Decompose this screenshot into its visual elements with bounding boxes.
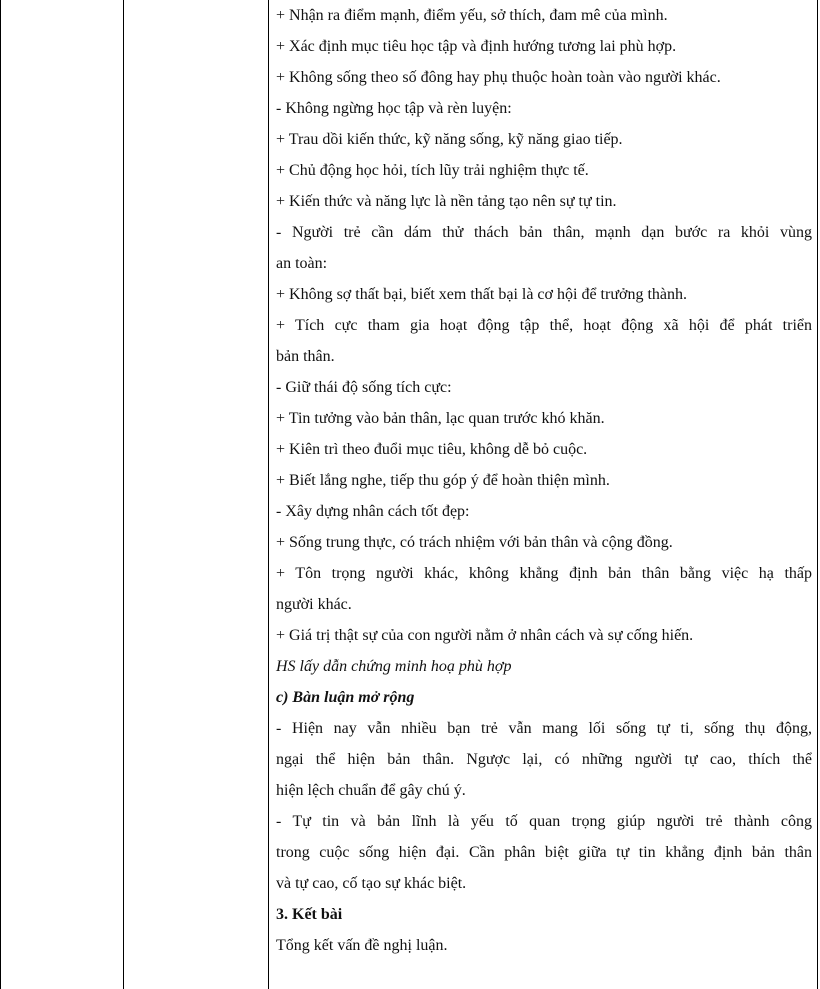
paragraph [276,806,812,899]
content-cell [276,0,812,961]
text-line: + Tôn trọng người khác, không khẳng định bản thân bằng việc hạ thấp [276,565,812,582]
text-line: hiện lệch chuẩn để gây chú ý. [276,782,466,799]
text-line: + Không sợ thất bại, biết xem thất bại là cơ hội để trưởng thành. [276,286,687,303]
text-line: trong cuộc sống hiện đại. Cần phân biệt giữa tự tin khẳng định bản thân [276,844,812,861]
text-line: + Giá trị thật sự của con người nằm ở nhân cách và sự cống hiến. [276,627,694,644]
text-line: - Hiện nay vẫn nhiều bạn trẻ vẫn mang lối sống tự ti, sống thụ động, [276,720,812,737]
text-line: ngại thể hiện bản thân. Ngược lại, có những người tự cao, thích thể [276,751,812,768]
text-line: - Xây dựng nhân cách tốt đẹp: [276,503,470,520]
section-heading: 3. Kết bài [276,906,343,923]
text-line: + Trau dồi kiến thức, kỹ năng sống, kỹ năng giao tiếp. [276,131,623,148]
section-heading: c) Bàn luận mở rộng [276,689,415,706]
paragraph [276,558,812,620]
text-line: + Tin tưởng vào bản thân, lạc quan trước khó khăn. [276,410,605,427]
text-line: + Không sống theo số đông hay phụ thuộc hoàn toàn vào người khác. [276,69,721,86]
table-border-col2 [268,0,269,989]
text-line: Tổng kết vấn đề nghị luận. [276,937,448,954]
evidence-note: HS lấy dẫn chứng minh hoạ phù hợp [276,658,512,675]
table-border-col1 [123,0,124,989]
text-line: + Xác định mục tiêu học tập và định hướng tương lai phù hợp. [276,38,677,55]
text-line: - Không ngừng học tập và rèn luyện: [276,100,512,117]
text-line: người khác. [276,596,352,613]
text-line: + Kiến thức và năng lực là nền tảng tạo nên sự tự tin. [276,193,617,210]
text-line: + Chủ động học hỏi, tích lũy trải nghiệm thực tế. [276,162,589,179]
text-line: + Kiên trì theo đuổi mục tiêu, không dễ bỏ cuộc. [276,441,588,458]
table-border-right [817,0,818,989]
paragraph [276,310,812,372]
table-border-left [0,0,1,989]
text-line: - Tự tin và bản lĩnh là yếu tố quan trọng giúp người trẻ thành công [276,813,812,830]
text-line: bản thân. [276,348,335,365]
text-line: + Tích cực tham gia hoạt động tập thể, hoạt động xã hội để phát triển [276,317,812,334]
text-line: - Người trẻ cần dám thử thách bản thân, mạnh dạn bước ra khỏi vùng [276,224,812,241]
text-line: - Giữ thái độ sống tích cực: [276,379,452,396]
text-line: + Sống trung thực, có trách nhiệm với bản thân và cộng đồng. [276,534,673,551]
text-line: và tự cao, cố tạo sự khác biệt. [276,875,467,892]
text-line: + Nhận ra điểm mạnh, điểm yếu, sở thích, đam mê của mình. [276,7,668,24]
text-line: + Biết lắng nghe, tiếp thu góp ý để hoàn thiện mình. [276,472,610,489]
text-line: an toàn: [276,255,328,272]
paragraph [276,217,812,279]
paragraph [276,713,812,806]
